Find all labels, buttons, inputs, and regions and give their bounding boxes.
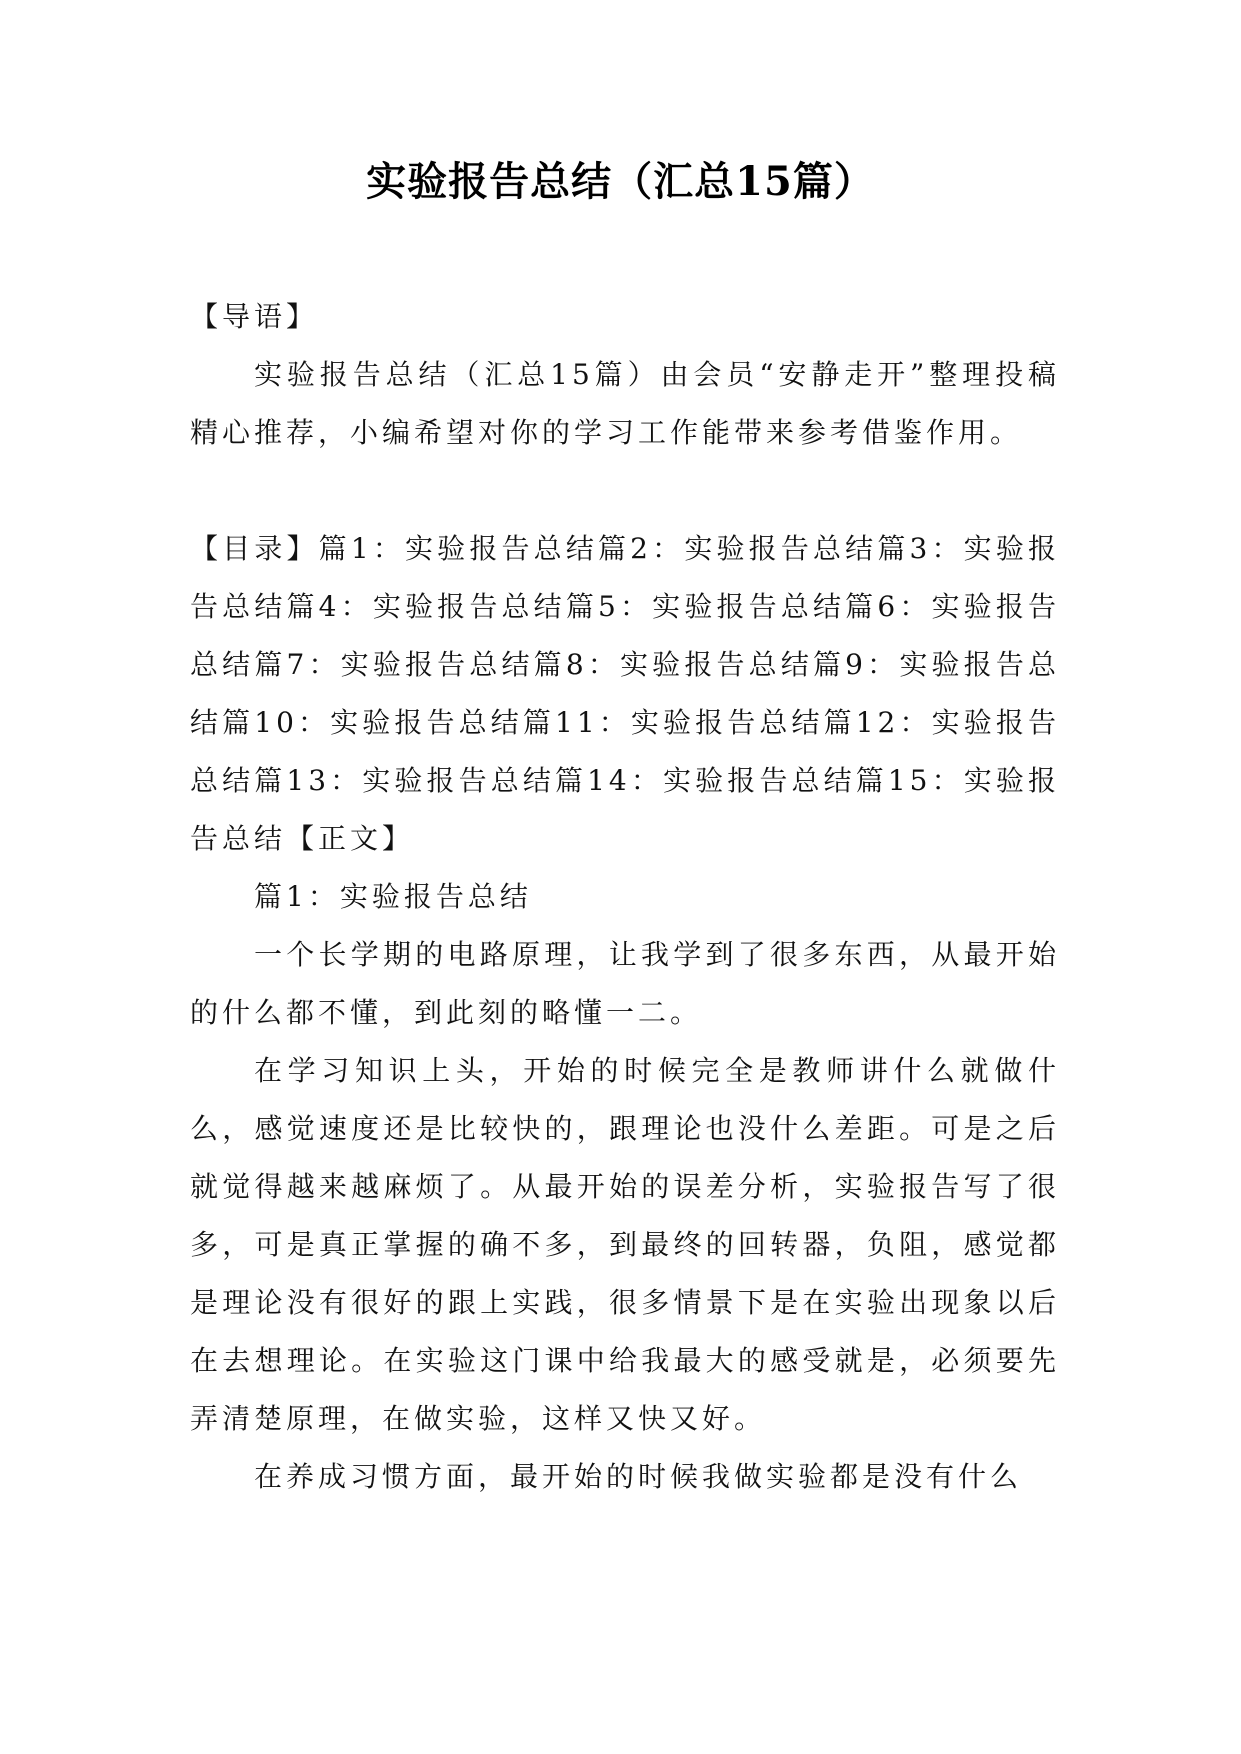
- section-heading: 篇1：实验报告总结: [254, 880, 532, 913]
- intro-heading: 【导语】: [190, 300, 319, 333]
- table-of-contents: 【目录】篇1：实验报告总结篇2：实验报告总结篇3：实验报告总结篇4：实验报告总结篇5：实验报告总结篇6：实验报告总结篇7：实验报告总结篇8：实验报告总结篇9：实验报告总结篇10：实验报告总结篇11：实验报告总结篇12：实验报告总结篇13：实验报告总结篇14：实验报告总结篇15：实验报告总结【正文】: [190, 532, 1060, 855]
- body-paragraph: 一个长学期的电路原理，让我学到了很多东西，从最开始的什么都不懂，到此刻的略懂一二。: [190, 938, 1060, 1029]
- intro-paragraph: 实验报告总结（汇总15篇）由会员“安静走开”整理投稿精心推荐，小编希望对你的学习工作能带来参考借鉴作用。: [190, 358, 1060, 449]
- body-paragraph: 在学习知识上头，开始的时候完全是教师讲什么就做什么，感觉速度还是比较快的，跟理论也没什么差距。可是之后就觉得越来越麻烦了。从最开始的误差分析，实验报告写了很多，可是真正掌握的确不多，到最终的回转器，负阻，感觉都是理论没有很好的跟上实践，很多情景下是在实验出现象以后在去想理论。在实验这门课中给我最大的感受就是，必须要先弄清楚原理，在做实验，这样又快又好。: [190, 1054, 1060, 1435]
- body-paragraph: 在养成习惯方面，最开始的时候我做实验都是没有什么: [254, 1460, 1023, 1493]
- document-body: [190, 288, 1060, 1506]
- document-title: 实验报告总结（汇总15篇）: [366, 158, 875, 205]
- spacer: [190, 462, 1060, 520]
